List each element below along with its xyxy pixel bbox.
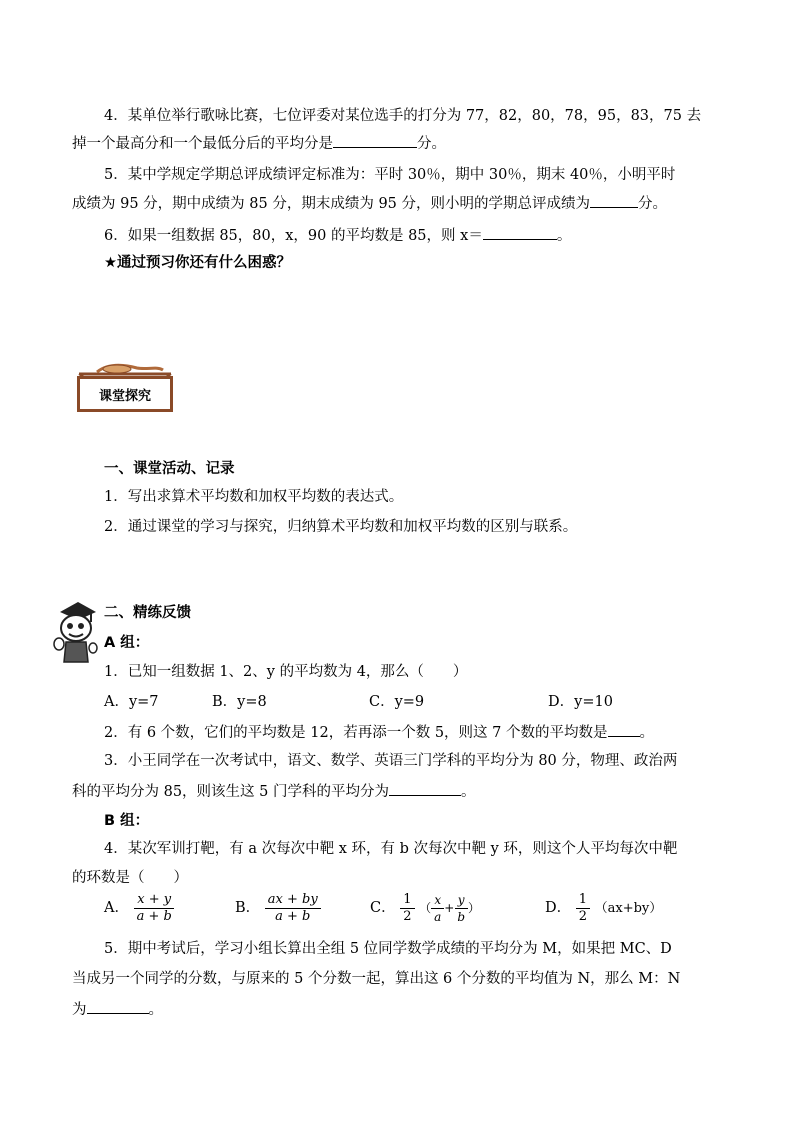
denominator: a: [434, 909, 442, 924]
a-q3-text: 科的平均分为 85，则该生这 5 门学科的平均分为: [72, 784, 390, 800]
fraction: [134, 893, 175, 924]
answer-blank[interactable]: [483, 225, 557, 240]
a-q1: 1．已知一组数据 1、2、y 的平均数为 4，那么（ ）: [104, 664, 468, 680]
option-label: C．: [370, 900, 396, 916]
option-label: B．: [235, 900, 261, 916]
plus-sign: +: [444, 901, 455, 915]
fraction: [454, 893, 468, 924]
a-q3-line1: 3．小王同学在一次考试中，语文、数学、英语三门学科的平均分为 80 分，物理、政治两: [104, 753, 678, 769]
answer-blank[interactable]: [590, 193, 638, 208]
preview-q5-line2: [72, 193, 667, 214]
preview-q6: [104, 225, 571, 246]
a-q1-option-d[interactable]: D．y=10: [548, 694, 613, 710]
b-q4-option-d[interactable]: [545, 890, 662, 927]
numerator: 1: [576, 893, 590, 909]
b-q5-line1: 5．期中考试后，学习小组长算出全组 5 位同学数学成绩的平均分为 M，如果把 MC、D: [104, 941, 672, 957]
b-q4-option-b[interactable]: [235, 890, 321, 926]
numerator: 1: [400, 893, 414, 909]
denominator: a + b: [275, 908, 311, 924]
answer-blank[interactable]: [333, 133, 417, 148]
answer-blank[interactable]: [389, 781, 461, 796]
b-q4-option-a[interactable]: [104, 890, 175, 926]
a-q1-option-c[interactable]: C．y=9: [369, 694, 425, 710]
answer-blank[interactable]: [87, 999, 149, 1014]
section2-heading: 二、精练反馈: [104, 605, 191, 621]
preview-q5-unit: 分。: [638, 196, 668, 212]
numerator: x + y: [134, 893, 174, 909]
fraction: [400, 893, 414, 924]
fraction: [265, 893, 321, 924]
a-q1-option-b[interactable]: B．y=8: [212, 694, 267, 710]
b-q4-option-c[interactable]: [370, 890, 480, 926]
section-badge: [77, 366, 173, 412]
badge-label: 课堂探究: [77, 376, 173, 412]
group-b-label: B 组：: [104, 813, 150, 829]
a-q3-line2: [72, 781, 476, 802]
b-q5-line2: 当成另一个同学的分数，与原来的 5 个分数一起，算出这 6 个分数的平均值为 N，那么 M：N: [72, 971, 681, 987]
fraction: [431, 893, 444, 924]
answer-blank[interactable]: [608, 722, 640, 737]
numerator: x: [431, 893, 444, 909]
a-q2-end: 。: [639, 725, 655, 741]
preview-q5-text: 成绩为 95 分，期中成绩为 85 分，期末成绩为 95 分，则小明的学期总评成绩为: [72, 196, 591, 212]
b-q5-line3: [72, 999, 163, 1020]
denominator: 2: [578, 908, 588, 924]
section1-heading: 一、课堂活动、记录: [104, 461, 235, 477]
group-a-label: A 组：: [104, 635, 150, 651]
b-q5-text: 为: [72, 1002, 87, 1018]
preview-q4-text: 掉一个最高分和一个最低分后的平均分是: [72, 136, 333, 152]
a-q2-text: 2．有 6 个数，它们的平均数是 12，若再添一个数 5，则这 7 个数的平均数是: [104, 725, 608, 741]
denominator: a + b: [136, 908, 172, 924]
preview-q4-line2: [72, 133, 446, 154]
denominator: b: [457, 909, 466, 924]
option-label: D．: [545, 900, 572, 916]
a-q3-end: 。: [461, 784, 476, 800]
denominator: 2: [403, 908, 412, 924]
b-q4-line2: 的环数是（ ）: [72, 870, 188, 886]
paren-close: ）: [468, 901, 481, 915]
option-d-expression: （ax+by）: [594, 901, 663, 916]
b-q5-end: 。: [148, 1002, 163, 1018]
fraction: [576, 893, 590, 924]
preview-q6-end: 。: [556, 228, 572, 244]
section1-item2: 2．通过课堂的学习与探究，归纳算术平均数和加权平均数的区别与联系。: [104, 519, 578, 535]
preview-q5-line1: 5．某中学规定学期总评成绩评定标准为：平时 30％，期中 30％，期末 40％，小明平时: [104, 167, 676, 183]
numerator: ax + by: [265, 893, 321, 909]
numerator: y: [455, 893, 468, 909]
preview-q4-unit: 分。: [417, 136, 446, 152]
preview-q4-line1: 4．某单位举行歌咏比赛，七位评委对某位选手的打分为 77，82，80，78，95，83，75 去: [104, 108, 702, 124]
student-mascot-icon: [52, 598, 98, 666]
option-label: A．: [104, 900, 129, 916]
paren-open: （: [419, 901, 432, 915]
preview-q6-text: 6．如果一组数据 85，80，x，90 的平均数是 85，则 x＝: [104, 228, 483, 244]
preview-question: ★通过预习你还有什么困惑？: [104, 255, 291, 271]
section1-item1: 1．写出求算术平均数和加权平均数的表达式。: [104, 489, 404, 505]
b-q4-line1: 4．某次军训打靶，有 a 次每次中靶 x 环，有 b 次每次中靶 y 环，则这个人平均每次中靶: [104, 841, 678, 857]
a-q2: [104, 722, 654, 743]
a-q1-option-a[interactable]: A．y=7: [104, 694, 159, 710]
